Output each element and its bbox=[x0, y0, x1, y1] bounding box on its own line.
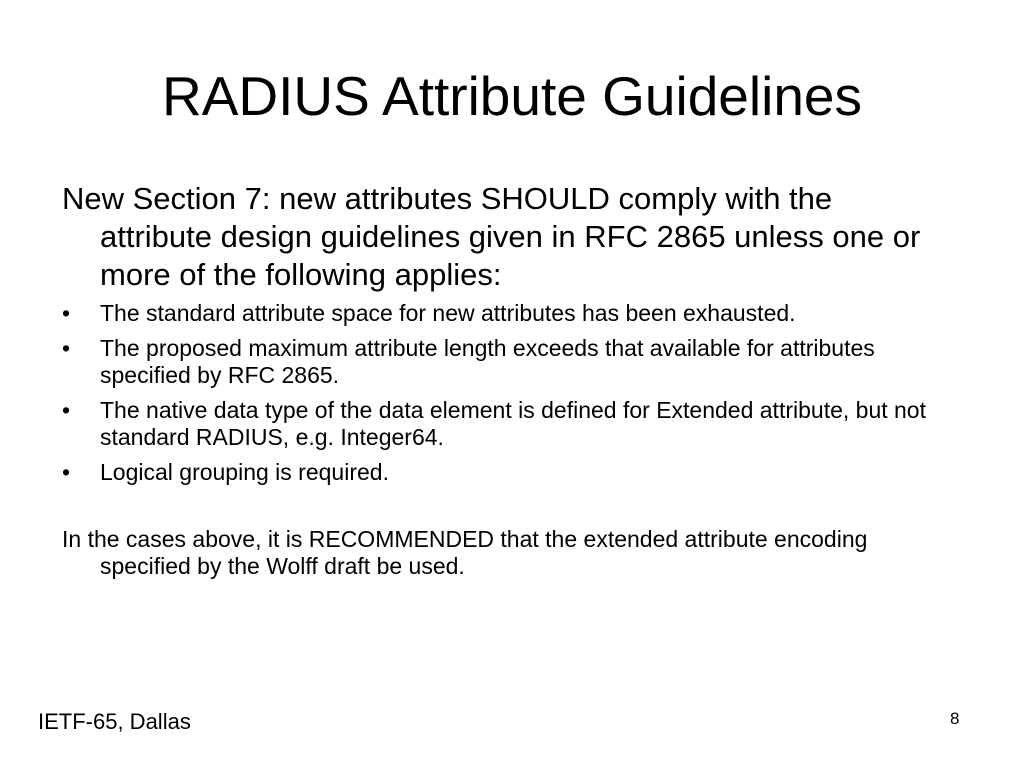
bullet-item bbox=[62, 397, 942, 451]
footer-text: IETF-65, Dallas bbox=[38, 709, 191, 734]
bullet-item bbox=[62, 335, 942, 389]
bullet-icon: • bbox=[62, 335, 71, 361]
bullet-text: The standard attribute space for new attributes has been exhausted. bbox=[100, 300, 796, 326]
bullet-item bbox=[62, 300, 942, 327]
bullet-icon: • bbox=[62, 459, 71, 485]
bullet-text: The proposed maximum attribute length exceeds that available for attributes specified by RFC 2865. bbox=[100, 335, 875, 388]
slide-title: RADIUS Attribute Guidelines bbox=[161, 65, 863, 127]
recommendation-paragraph: In the cases above, it is RECOMMENDED that the extended attribute encoding specified by the Wolff draft be used. bbox=[62, 526, 868, 579]
bullet-text: Logical grouping is required. bbox=[100, 459, 389, 485]
page-number: 8 bbox=[950, 709, 960, 728]
bullet-list bbox=[62, 300, 942, 486]
bullet-icon: • bbox=[62, 300, 71, 326]
slide-body bbox=[62, 180, 942, 580]
bullet-text: The native data type of the data element is defined for Extended attribute, but not standard RADIUS, e.g. Integer64. bbox=[100, 397, 926, 450]
lead-paragraph: New Section 7: new attributes SHOULD comply with the attribute design guidelines given in RFC 2865 unless one or more of the following applies: bbox=[62, 181, 921, 292]
bullet-item bbox=[62, 459, 942, 486]
bullet-icon: • bbox=[62, 397, 71, 423]
